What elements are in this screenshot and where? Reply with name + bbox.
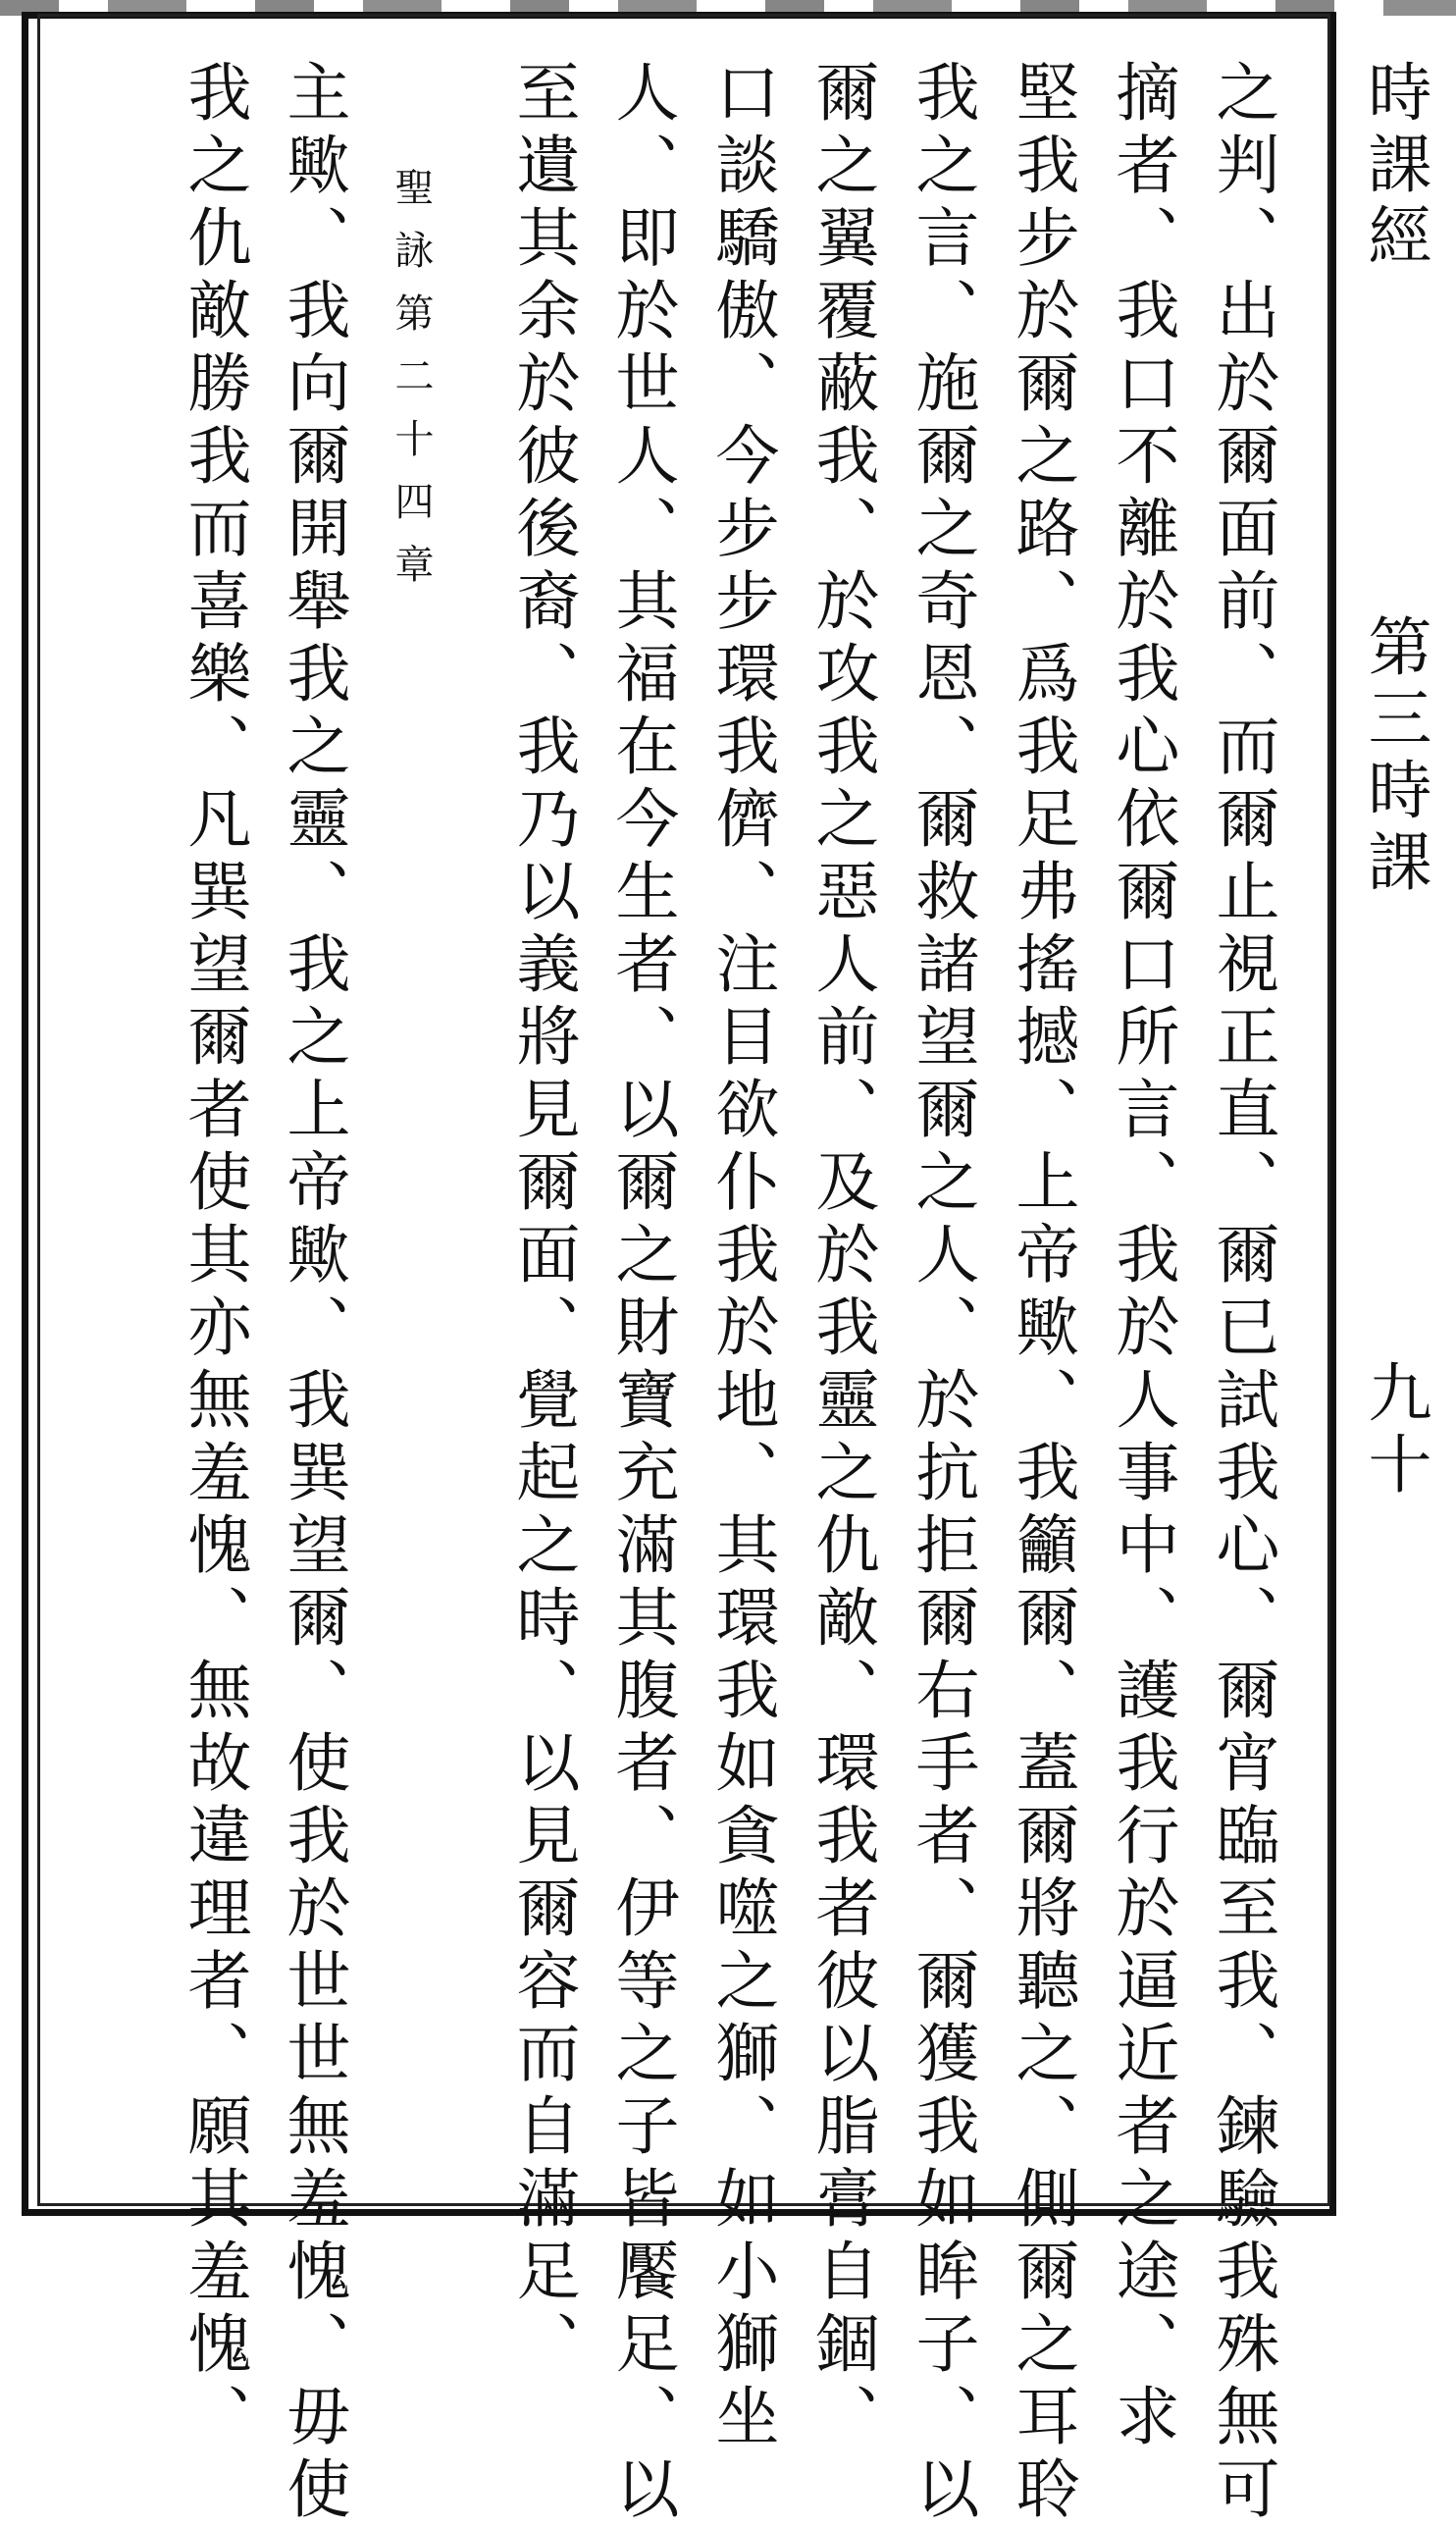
page-number: 九十 [1357, 1359, 1430, 1502]
chapter-heading: 聖詠第二十四章 [389, 167, 434, 606]
text-column-8: 至遺其余於彼後裔、我乃以義將見爾面、覺起之時、以見爾容而自滿足、 [505, 59, 579, 2383]
text-column-9: 主歟、我向爾開舉我之靈、我之上帝歟、我巽望爾、使我於世世無羞愧、毋使 [276, 59, 349, 2528]
text-column-5: 爾之翼覆蔽我、於攻我之惡人前、及於我靈之仇敵、環我者彼以脂膏自錮、 [805, 59, 878, 2455]
text-column-1: 之判、出於爾面前、而爾止視正直、爾已試我心、爾宵臨至我、鍊驗我殊無可 [1205, 59, 1278, 2528]
text-column-7: 人、即於世人、其福在今生者、以爾之財寶充滿其腹者、伊等之子皆饜足、以 [604, 59, 678, 2528]
text-column-10: 我之仇敵勝我而喜樂、凡巽望爾者使其亦無羞愧、無故違理者、願其羞愧、 [177, 59, 250, 2455]
running-title: 時課經 [1357, 59, 1430, 274]
text-column-4: 我之言、施爾之奇恩、爾救諸望爾之人、於抗拒爾右手者、爾獲我如眸子、以 [905, 59, 978, 2528]
text-column-2: 摘者、我口不離於我心依爾口所言、我於人事中、護我行於逼近者之途、求 [1105, 59, 1178, 2455]
text-column-3: 堅我步於爾之路、爲我足弗搖撼、上帝歟、我籲爾、蓋爾將聽之、側爾之耳聆 [1005, 59, 1078, 2528]
section-title: 第三時課 [1357, 613, 1430, 900]
text-column-6: 口談驕傲、今步步環我儕、注目欲仆我於地、其環我如貪噬之獅、如小獅坐 [704, 59, 778, 2455]
